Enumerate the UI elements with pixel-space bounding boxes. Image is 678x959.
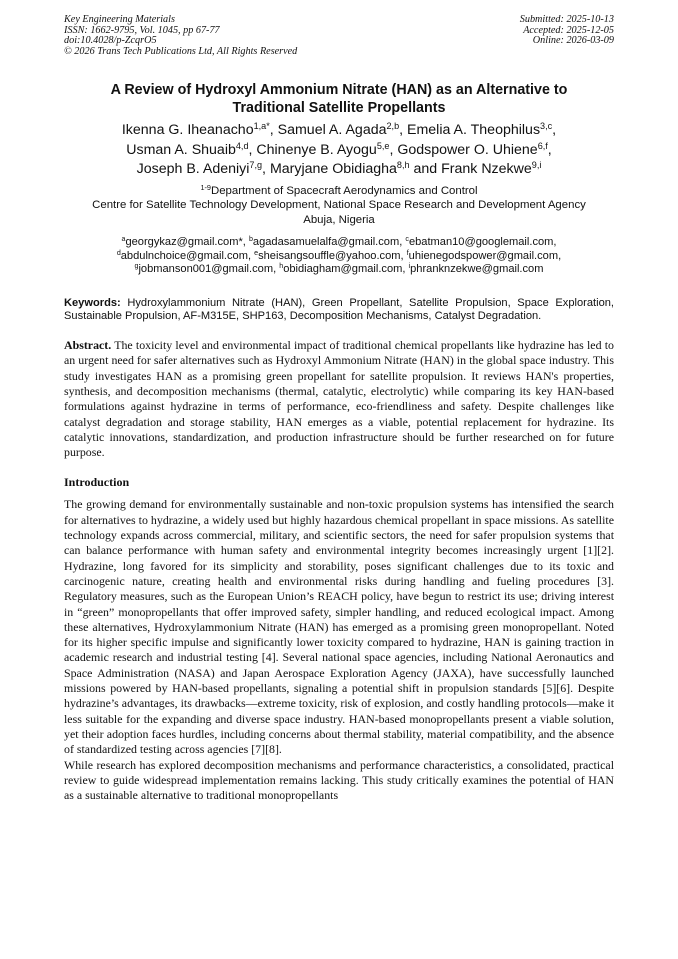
author-name: Usman A. Shuaib — [126, 141, 236, 158]
affiliation-dept-line — [64, 184, 614, 199]
journal-issn: ISSN: 1662-9795, Vol. 1045, pp 67-77 — [64, 24, 220, 36]
journal-name: Key Engineering Materials — [64, 14, 175, 25]
author-line-3 — [64, 160, 614, 180]
author-sup: 3,c — [540, 121, 553, 132]
email-line-2 — [64, 250, 614, 263]
email-sup: i — [408, 262, 411, 271]
author-separator: , — [389, 141, 398, 158]
author-sup: 5,e — [376, 140, 390, 151]
email-sup: a — [121, 235, 126, 244]
email-address[interactable]: abdulnchoice@gmail.com — [120, 249, 248, 262]
online-date: Online: 2026-03-09 — [532, 35, 614, 47]
email-address[interactable]: sheisangsouffle@yahoo.com — [258, 249, 401, 262]
email-sup: f — [406, 248, 409, 257]
author-name: Ikenna G. Iheanacho — [121, 122, 254, 138]
author-name: Chinenye B. Ayogu — [256, 141, 377, 158]
paper-page — [64, 15, 614, 803]
author-separator: , — [552, 122, 557, 138]
author-name: Frank Nzekwe — [441, 161, 532, 177]
author-separator: and — [409, 161, 442, 177]
author-separator: , — [248, 141, 257, 158]
email-separator: , — [553, 236, 557, 249]
author-separator: , — [399, 122, 408, 138]
affiliation-dept: Department of Spacecraft Aerodynamics and Control — [210, 184, 478, 197]
email-separator: , — [247, 249, 255, 262]
abstract-label: Abstract. — [64, 338, 112, 353]
email-address[interactable]: georgykaz@gmail.com* — [125, 236, 243, 249]
email-separator: , — [399, 236, 406, 249]
email-address[interactable]: agadasamuelalfa@gmail.com — [252, 236, 400, 249]
affiliation — [64, 184, 614, 228]
keywords-label: Keywords: — [64, 296, 121, 309]
introduction-paragraph-1: The growing demand for environmentally sustainable and non-toxic propulsion systems has intensified the search for alternatives to hydrazine, a widely used but highly hazardous chemical propellant in space missions. As satellite technology expands across commercial, military, and scientific sectors, the need for safer propulsion systems that can balance performance with human safety and environmental integrity becomes increasingly urgent [1][2]. Hydrazine, long favored for its simplicity and storability, poses significant challenges due to its toxic and carcinogenic nature, creating health and environmental risks during handling and fueling procedures [3]. Regulatory measures, such as the European Union’s REACH policy, have begun to restrict its use; driving interest in “green” monopropellants that offer improved safety, simpler handling, and reduced ecological impact. Among these alternatives, Hydroxylammonium Nitrate (HAN) has emerged as a promising green monopropellant. Noted for its higher specific impulse and significantly lower toxicity compared to hydrazine, HAN is gaining traction in academic research and industrial testing [4]. Several national space agencies, including National Aeronautics and Space Administration (NASA) and Japan Aerospace Exploration Agency (JAXA), have successfully launched missions powered by HAN-based propellants, signaling a potential shift in propulsion standards [5][6]. Despite hydrazine’s advantages, its drawbacks—extreme toxicity, risk of explosion, and costly handling protocols—make it less suitable for the expanding and diverse space industry. HAN-based monopropellants present a viable solution, yet their adoption faces hurdles, including concerns about thermal stability, material compatibility, and the absence of standardized testing across agencies [7][8]. — [64, 497, 614, 757]
author-sup: 7,g — [249, 160, 263, 171]
author-line-1 — [64, 121, 614, 141]
title-line-2: Traditional Satellite Propellants — [232, 99, 446, 116]
email-address[interactable]: obidiagham@gmail.com — [283, 263, 403, 276]
author-sup: 8,h — [396, 160, 410, 171]
email-sup: c — [405, 235, 409, 244]
author-name: Godspower O. Uhiene — [397, 141, 538, 158]
author-separator: , — [262, 161, 270, 177]
author-sup: 6,f — [537, 140, 548, 151]
title-line-1: A Review of Hydroxyl Ammonium Nitrate (HAN) as an Alternative to — [110, 82, 568, 98]
paper-title — [64, 82, 614, 117]
abstract — [64, 338, 614, 460]
email-sup: d — [116, 248, 121, 257]
email-address[interactable]: phrankn​zekwe@gmail.com — [410, 263, 544, 276]
email-line-1 — [64, 236, 614, 249]
affiliation-centre: Centre for Satellite Technology Development, National Space Research and Development Agency — [92, 199, 586, 212]
author-line-2 — [64, 141, 614, 161]
author-name: Joseph B. Adeniyi — [136, 161, 250, 177]
publication-dates — [520, 15, 614, 47]
journal-doi: doi:10.4028/p-ZcqrO5 — [64, 35, 157, 47]
section-heading-introduction: Introduction — [64, 475, 130, 490]
author-sup: 9,i — [531, 160, 542, 171]
email-address[interactable]: jobmanson001@gmail.com — [138, 263, 274, 276]
email-line-3 — [64, 263, 614, 276]
author-separator: , — [269, 122, 278, 138]
affiliation-city: Abuja, Nigeria — [303, 213, 375, 226]
email-list — [64, 236, 614, 276]
author-list — [64, 121, 614, 180]
email-sup: b — [248, 235, 253, 244]
author-sup: 4,d — [235, 140, 249, 151]
email-address[interactable]: uhienegodspower@gmail.com — [408, 249, 559, 262]
abstract-text: The toxicity level and environmental impact of traditional chemical propellants like hydrazine has led to an urgent need for safer alternatives such as Hydroxyl Ammonium Nitrate (HAN) in the global space industry. This study investigates HAN as a promising green propellant for satellite propulsion. It reviews HAN's properties, synthesis, and decomposition mechanisms (thermal, catalytic, electrolytic) while comparing its key HAN-based formulations against hydrazine in terms of performance, eco-friendliness and safety. Despite challenges like catalyst degradation and storage stability, HAN emerges as a viable, potential replacement for hydrazine. Its catalytic innovations, standardization, and production infrastructure should be further researched on for future purpose. — [64, 338, 614, 460]
affiliation-sup: 1-9 — [200, 182, 211, 192]
author-separator: , — [547, 141, 552, 158]
email-separator: , — [402, 263, 409, 276]
author-sup: 2,b — [386, 121, 400, 132]
introduction-paragraph-2: While research has explored decomposition mechanisms and performance characteristics, a consolidated, practical review to guide widespread implementation remains lacking. This study critically examines the potential of HAN as a sustainable alternative to traditional monopropellants — [64, 757, 614, 803]
email-separator: , — [242, 236, 249, 249]
email-address[interactable]: ebatman10@googlemail.com — [408, 236, 554, 249]
author-name: Emelia A. Theophilus — [407, 122, 541, 138]
author-name: Samuel A. Agada — [277, 122, 387, 138]
email-separator: , — [400, 249, 407, 262]
keywords — [64, 297, 614, 324]
keywords-text: Hydroxylammonium Nitrate (HAN), Green Propellant, Satellite Propulsion, Space Exploration, Sustainable Propulsion, AF-M315E, SHP163, Decomposition Mechanisms, Catalyst Degradation. — [64, 296, 614, 322]
copyright-notice: © 2026 Trans Tech Publications Ltd, All Rights Reserved — [64, 45, 298, 57]
email-separator: , — [558, 249, 562, 262]
author-sup: 1,a* — [253, 121, 270, 132]
running-header — [64, 15, 614, 65]
submitted-date: Submitted: 2025-10-13 — [519, 14, 614, 25]
email-sup: e — [254, 248, 259, 257]
accepted-date: Accepted: 2025-12-05 — [523, 24, 614, 36]
journal-info — [64, 15, 297, 57]
email-sup: h — [279, 262, 284, 271]
email-sup: g — [134, 262, 139, 271]
author-name: Maryjane Obidiagha — [269, 161, 397, 177]
email-separator: , — [273, 263, 280, 276]
